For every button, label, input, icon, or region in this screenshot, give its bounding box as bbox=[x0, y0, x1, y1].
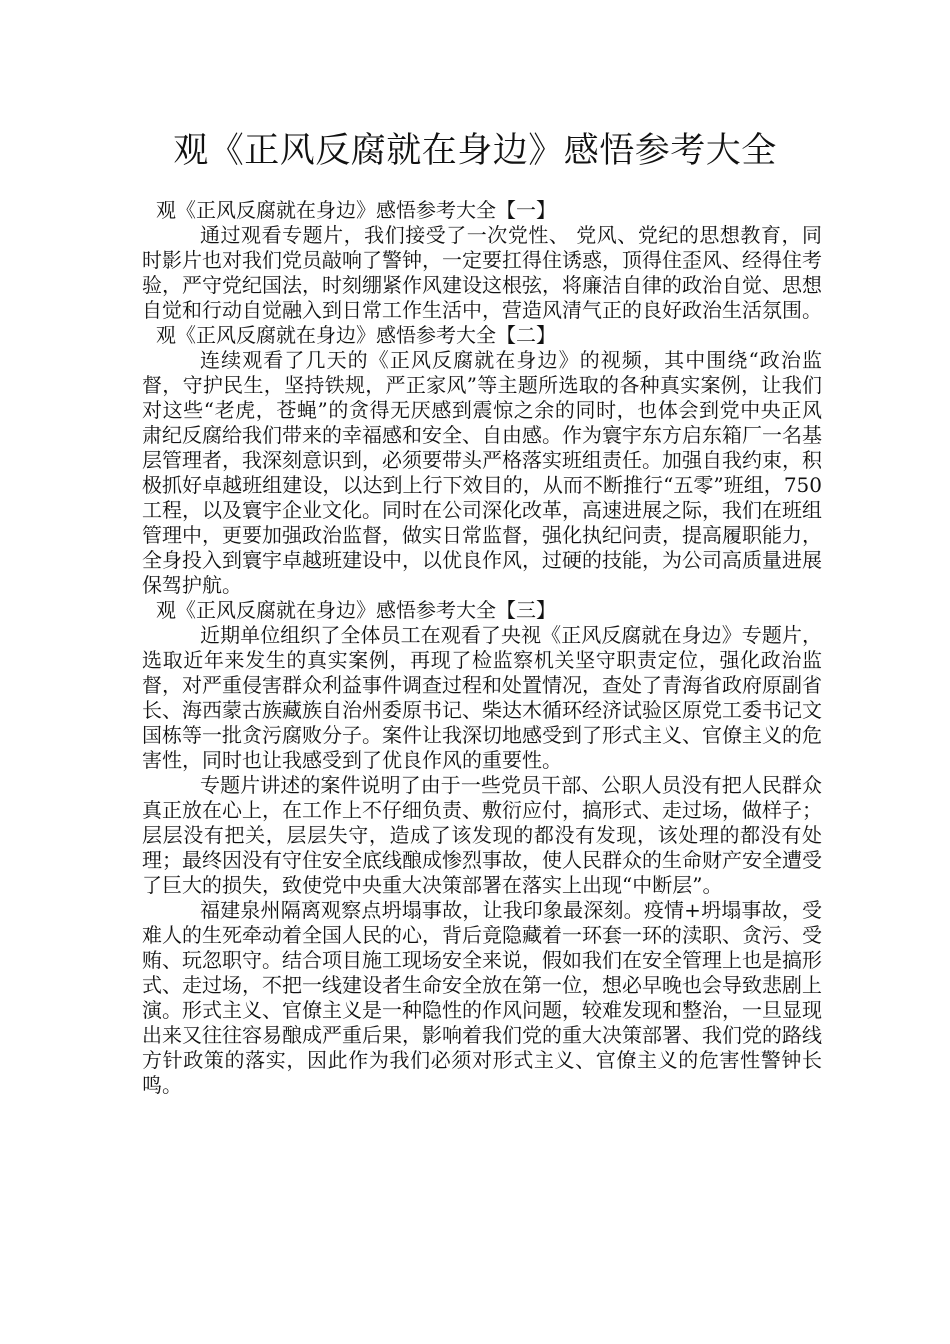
section-2-paragraph-1: 连续观看了几天的《正风反腐就在身边》的视频，其中围绕“政治监督，守护民生，坚持铁规，严正家风”等主题所选取的各种真实案例，让我们对这些“老虎，苍蝇”的贪得无厌感到震惊之余的同时，也体会到党中央正风肃纪反腐给我们带来的幸福感和安全、自由感。作为寰宇东方启东箱厂一名基层管理者，我深刻意识到，必须要带头严格落实班组责任。加强自我约束，积极抓好卓越班组建设，以达到上行下效目的，从而不断推行“五零”班组，750工程，以及寰宇企业文化。同时在公司深化改革，高速进展之际，我们在班组管理中，更要加强政治监督，做实日常监督，强化执纪问责，提高履职能力，全身投入到寰宇卓越班建设中，以优良作风，过硬的技能，为公司高质量进展保驾护航。 bbox=[142, 348, 822, 597]
section-heading-1: 观《正风反腐就在身边》感悟参考大全【一】 bbox=[156, 198, 556, 222]
section-heading-3: 观《正风反腐就在身边》感悟参考大全【三】 bbox=[156, 598, 556, 622]
section-heading-2: 观《正风反腐就在身边》感悟参考大全【二】 bbox=[156, 323, 556, 347]
section-1-paragraph-1: 通过观看专题片，我们接受了一次党性、 党风、党纪的思想教育，同时影片也对我们党员敲响了警钟，一定要扛得住诱惑，顶得住歪风、经得住考验，严守党纪国法，时刻绷紧作风建设这根弦，将廉洁自律的政治自觉、思想自觉和行动自觉融入到日常工作生活中，营造风清气正的良好政治生活氛围。 bbox=[142, 223, 822, 322]
document-title: 观《正风反腐就在身边》感悟参考大全 bbox=[173, 131, 777, 171]
document-body bbox=[142, 198, 822, 1098]
section-3-paragraph-3: 福建泉州隔离观察点坍塌事故，让我印象最深刻。疫情+坍塌事故，受难人的生死牵动着全国人民的心，背后竟隐藏着一环套一环的渎职、贪污、受贿、玩忽职守。结合项目施工现场安全来说，假如我们在安全管理上也是搞形式、走过场，不把一线建设者生命安全放在第一位，想必早晚也会导致悲剧上演。形式主义、官僚主义是一种隐性的作风问题，较难发现和整治，一旦显现出来又往往容易酿成严重后果，影响着我们党的重大决策部署、我们党的路线方针政策的落实，因此作为我们必须对形式主义、官僚主义的危害性警钟长鸣。 bbox=[142, 898, 822, 1097]
section-3-paragraph-1: 近期单位组织了全体员工在观看了央视《正风反腐就在身边》专题片，选取近年来发生的真实案例，再现了检监察机关坚守职责定位，强化政治监督，对严重侵害群众利益事件调查过程和处置情况，查处了青海省政府原副省长、海西蒙古族藏族自治州委原书记、柴达木循环经济试验区原党工委书记文国栋等一批贪污腐败分子。案件让我深切地感受到了形式主义、官僚主义的危害性，同时也让我感受到了优良作风的重要性。 bbox=[142, 623, 822, 772]
section-3-paragraph-2: 专题片讲述的案件说明了由于一些党员干部、公职人员没有把人民群众真正放在心上，在工作上不仔细负责、敷衍应付，搞形式、走过场，做样子；层层没有把关，层层失守，造成了该发现的都没有发现，该处理的都没有处理；最终因没有守住安全底线酿成惨烈事故，使人民群众的生命财产安全遭受了巨大的损失，致使党中央重大决策部署在落实上出现“中断层”。 bbox=[142, 773, 822, 897]
